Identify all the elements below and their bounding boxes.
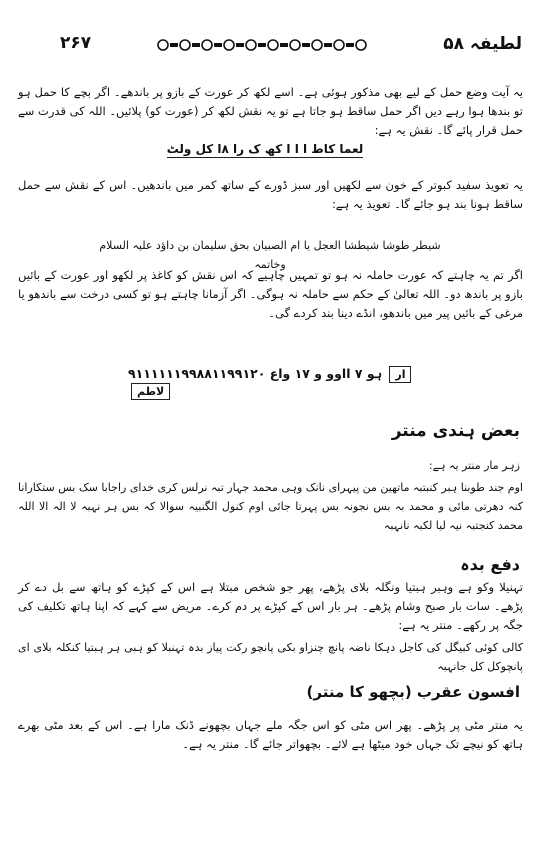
paragraph-scorpion-mantra: یہ منتر مٹی پر پڑھے۔ پھر اس مٹی کو اس جگہ ملے جہاں بچھونے ڈنک مارا ہے۔ اس کے بعد مٹی بھرے ہاتھ کو نیچے تک جہاں خود میٹھا ہے لائے۔ بچھواتر جائے گا۔ منتر یہ ہے۔: [18, 718, 523, 751]
paragraph-pigeon-blood-taweez: یہ تعویذ سفید کبوتر کے خون سے لکھیں اور سبز ڈورے کے ساتھ کمر میں باندھیں۔ اس کے نقش سے حمل ساقط ہونا بند ہو جائے گا۔ تعویذ یہ ہے:: [18, 178, 523, 211]
paragraph-dafa-budda-mantra: کالی کوئی کبیگل کی کاجل دہکا ناضہ پانچ چنزاو بکی پانچو رکت پیاز بدہ تہنبلا کو ہبی ہر ہبتیا کنکلہ بلای ای پانچوکل کل جانہبہ: [18, 641, 523, 673]
page-number: ۲۶۷: [60, 33, 92, 53]
code-numbers: ۹۱۱۱۱۱۱۹۹۸۸۱۱۹۹۱۲۰: [128, 366, 266, 381]
paragraph-pregnancy-ayah: یہ آیت وضع حمل کے لیے بھی مذکور ہوئی ہے۔ اسے لکھ کر عورت کے بازو پر باندھے۔ اگر بچے کا حمل ہو تو بندھا ہوا رہے دیں اگر حمل ساقط ہو جاتا ہے تو یہ نقش لکھ کر (عورت کو) پلائیں۔ اللہ کی قدرت سے حمل قرار پائے گا۔ نقش یہ ہے:: [18, 85, 523, 137]
naqsh-text: لعما کاط ا ا ا کھ ک را ۸ا کل ولٹ: [166, 142, 364, 156]
taweez-text: شیطر طوشا شیطشا العجل یا ام الصبیان بحق سلیمان بن داؤد علیہ السلام وخاتمہ: [99, 239, 441, 271]
subheading-zahr-mantra: زہر مار منتر یہ ہے:: [428, 459, 520, 472]
page-header: [0, 30, 540, 64]
heading-scorpion-mantra: افسون عقرب (بچھو کا منتر): [306, 683, 520, 701]
code-box-2: لاطم: [131, 383, 170, 400]
heading-hindi-mantra: بعض ہندی منتر: [391, 421, 520, 441]
heading-dafa-budda: دفع بدہ: [460, 555, 520, 574]
naqsh-line: [150, 140, 380, 159]
paragraph-contraception-naqsh: اگر تم یہ چاہتے کہ عورت حاملہ نہ ہو تو تمہیں چاہیے کہ اس نقش کو کاغذ پر لکھو اور عورت کے بائیں بازو پر باندھ دو۔ اللہ تعالیٰ کے حکم سے حاملہ نہ ہوگی۔ اگر آزمانا چاہتے ہو تو کسی درخت سے باندھو یا مرغی کے بائیں پیر میں باندھو، انڈے دینا بند کردے گی۔: [18, 268, 523, 320]
ornament-divider: [155, 36, 375, 54]
chapter-title: لطیفہ ۵۸: [443, 34, 522, 54]
naqsh-code-line: [128, 366, 418, 400]
code-letters: ہو ۷ ااوو و ۱۷ واع: [269, 366, 383, 381]
code-box-1: ار: [389, 366, 411, 383]
paragraph-dafa-budda-instructions: تہنیلا وکو ہے وہبر ہبتیا ونگلہ بلای پڑھے، پھر جو شخص مبتلا ہے اس کے کپڑے کو ہاتھ سے بل دے کر پڑھے۔ سات بار صبح وشام پڑھے۔ ہر بار اس کے کپڑے پر دم کرے۔ مریض سے کہے کہ اپنا ہاتھ تکلیف کی جگہ پر رکھے۔ منتر یہ ہے:: [18, 580, 523, 632]
paragraph-zahr-mantra: اوم جند طوبنا ہبر کنبتبہ ماتھین من پیہرای نانک وہی محمد جہار تبہ نرلس کری خدای راجابا سک بس ستکارانا کنہ دھرتی مائی و محمد بہ بس نجونہ بس پہرتا جائی اوم کنول الگنبیہ سوالا کہ بس ہر نہبہ لا الہ الا اللہ محمد کنجتبہ نیہ لیا لکبہ نانہبہ: [18, 481, 523, 532]
